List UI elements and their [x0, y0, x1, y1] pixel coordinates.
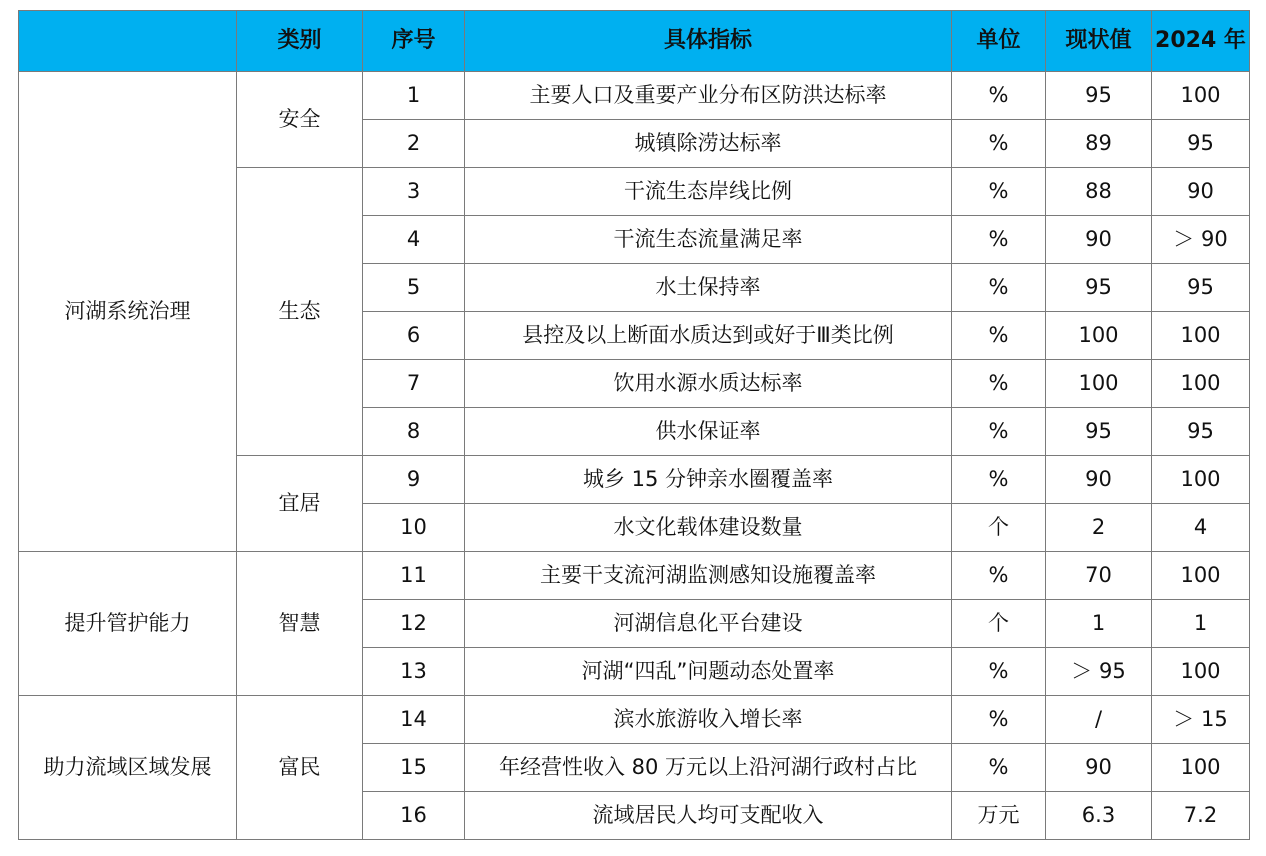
row-no: 11 — [363, 552, 465, 600]
row-unit: % — [952, 264, 1046, 312]
category-cell: 富民 — [237, 696, 363, 840]
row-target: ＞ 15 — [1152, 696, 1250, 744]
table-row — [19, 72, 1250, 120]
group-cell: 助力流域区域发展 — [19, 696, 237, 840]
row-unit: % — [952, 648, 1046, 696]
category-cell: 智慧 — [237, 552, 363, 696]
row-indicator: 年经营性收入 80 万元以上沿河湖行政村占比 — [465, 744, 952, 792]
row-current: 88 — [1046, 168, 1152, 216]
row-indicator: 干流生态岸线比例 — [465, 168, 952, 216]
header-target: 2024 年 — [1152, 11, 1250, 72]
row-indicator: 水土保持率 — [465, 264, 952, 312]
row-target: ＞ 90 — [1152, 216, 1250, 264]
category-cell: 宜居 — [237, 456, 363, 552]
row-current: 89 — [1046, 120, 1152, 168]
row-unit: % — [952, 408, 1046, 456]
row-indicator: 主要干支流河湖监测感知设施覆盖率 — [465, 552, 952, 600]
row-no: 3 — [363, 168, 465, 216]
row-target: 100 — [1152, 312, 1250, 360]
row-current: 100 — [1046, 312, 1152, 360]
row-indicator: 城镇除涝达标率 — [465, 120, 952, 168]
row-unit: % — [952, 120, 1046, 168]
row-indicator: 主要人口及重要产业分布区防洪达标率 — [465, 72, 952, 120]
header-category: 类别 — [237, 11, 363, 72]
row-no: 7 — [363, 360, 465, 408]
row-target: 90 — [1152, 168, 1250, 216]
row-unit: % — [952, 168, 1046, 216]
row-indicator: 滨水旅游收入增长率 — [465, 696, 952, 744]
row-current: 95 — [1046, 72, 1152, 120]
row-indicator: 河湖信息化平台建设 — [465, 600, 952, 648]
table-row — [19, 552, 1250, 600]
row-indicator: 流域居民人均可支配收入 — [465, 792, 952, 840]
row-unit: % — [952, 312, 1046, 360]
header-current: 现状值 — [1046, 11, 1152, 72]
row-no: 14 — [363, 696, 465, 744]
row-no: 15 — [363, 744, 465, 792]
row-unit: 个 — [952, 504, 1046, 552]
row-unit: % — [952, 552, 1046, 600]
row-unit: % — [952, 744, 1046, 792]
row-current: / — [1046, 696, 1152, 744]
row-indicator: 城乡 15 分钟亲水圈覆盖率 — [465, 456, 952, 504]
header-unit: 单位 — [952, 11, 1046, 72]
row-current: 90 — [1046, 744, 1152, 792]
row-no: 12 — [363, 600, 465, 648]
row-target: 7.2 — [1152, 792, 1250, 840]
indicators-table — [18, 10, 1250, 840]
row-target: 95 — [1152, 408, 1250, 456]
row-unit: 个 — [952, 600, 1046, 648]
row-current: 95 — [1046, 264, 1152, 312]
header-indicator: 具体指标 — [465, 11, 952, 72]
row-current: 100 — [1046, 360, 1152, 408]
row-indicator: 供水保证率 — [465, 408, 952, 456]
row-indicator: 饮用水源水质达标率 — [465, 360, 952, 408]
header-blank — [19, 11, 237, 72]
row-indicator: 干流生态流量满足率 — [465, 216, 952, 264]
row-target: 100 — [1152, 552, 1250, 600]
row-no: 10 — [363, 504, 465, 552]
category-cell: 安全 — [237, 72, 363, 168]
row-current: 95 — [1046, 408, 1152, 456]
row-target: 100 — [1152, 72, 1250, 120]
row-no: 6 — [363, 312, 465, 360]
row-target: 100 — [1152, 456, 1250, 504]
group-cell: 河湖系统治理 — [19, 72, 237, 552]
row-unit: 万元 — [952, 792, 1046, 840]
row-current: 1 — [1046, 600, 1152, 648]
row-target: 100 — [1152, 648, 1250, 696]
group-cell: 提升管护能力 — [19, 552, 237, 696]
row-target: 95 — [1152, 120, 1250, 168]
row-current: 90 — [1046, 456, 1152, 504]
row-unit: % — [952, 696, 1046, 744]
row-current: 70 — [1046, 552, 1152, 600]
row-current: ＞ 95 — [1046, 648, 1152, 696]
row-indicator: 县控及以上断面水质达到或好于Ⅲ类比例 — [465, 312, 952, 360]
row-target: 100 — [1152, 360, 1250, 408]
row-indicator: 河湖“四乱”问题动态处置率 — [465, 648, 952, 696]
row-target: 1 — [1152, 600, 1250, 648]
row-current: 2 — [1046, 504, 1152, 552]
row-no: 16 — [363, 792, 465, 840]
table-row — [19, 696, 1250, 744]
row-no: 2 — [363, 120, 465, 168]
row-no: 4 — [363, 216, 465, 264]
row-unit: % — [952, 360, 1046, 408]
row-indicator: 水文化载体建设数量 — [465, 504, 952, 552]
row-no: 5 — [363, 264, 465, 312]
header-row — [19, 11, 1250, 72]
row-unit: % — [952, 216, 1046, 264]
category-cell: 生态 — [237, 168, 363, 456]
row-no: 1 — [363, 72, 465, 120]
row-target: 100 — [1152, 744, 1250, 792]
header-no: 序号 — [363, 11, 465, 72]
row-current: 90 — [1046, 216, 1152, 264]
row-no: 9 — [363, 456, 465, 504]
row-current: 6.3 — [1046, 792, 1152, 840]
row-unit: % — [952, 72, 1046, 120]
row-no: 13 — [363, 648, 465, 696]
row-no: 8 — [363, 408, 465, 456]
row-unit: % — [952, 456, 1046, 504]
row-target: 4 — [1152, 504, 1250, 552]
row-target: 95 — [1152, 264, 1250, 312]
